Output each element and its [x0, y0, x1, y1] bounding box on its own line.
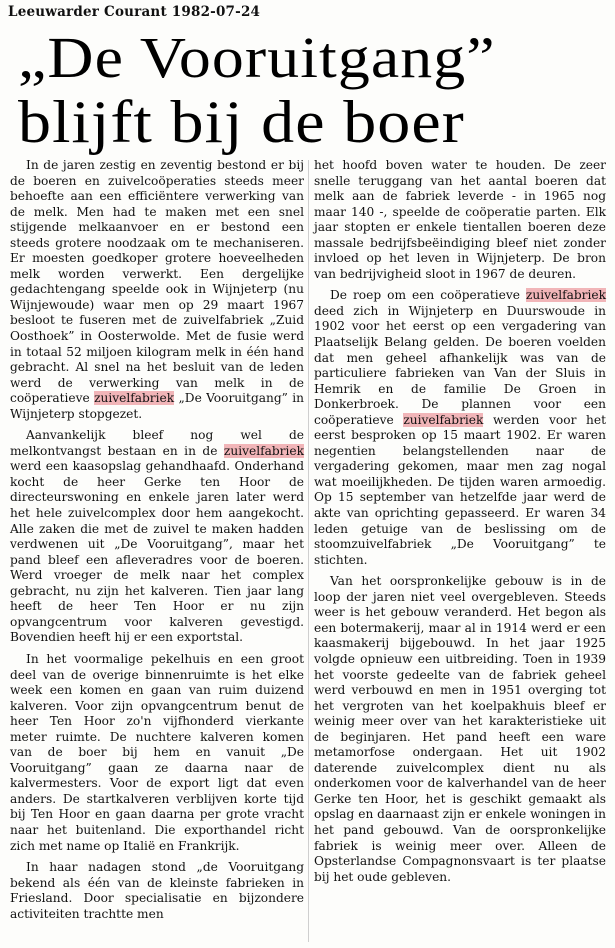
paragraph: De roep om een coöperatieve zuivelfabriek deed zich in Wijnjeterp en Duurswoude in 1902 voor het eerst op een vergadering van Plaatselijk Belang gelden. De boeren voelden dat men geheel afhankelijk was van de particuliere fabrieken van Van der Sluis in Hemrik en de familie De Groen in Donkerbroek. De plannen voor een coöperatieve zuivelfabriek werden voor het eerst besproken op 15 maart 1902. Er waren negentien belangstellenden naar de vergadering gekomen, maar men zag nogal wat moeilijkheden. De tijden waren armoedig. Op 15 september van hetzelfde jaar werd de akte van oprichting gepasseerd. Er waren 34 leden getuige van de beslissing om de stoomzuivelfabriek „De Vooruitgang” te stichten.: [314, 288, 606, 567]
column-divider: [308, 160, 309, 942]
paragraph: In het voormalige pekelhuis en een groot deel van de overige binnenruimte is het elke week een komen en gaan van ruim duizend kalveren. Voor zijn opvangcentrum benut de heer Ten Hoor zo'n vijfhonderd vierkante meter ruimte. De nuchtere kalveren komen van de boer bij hem en vanuit „De Vooruitgang” gaan ze daarna naar de kalvermesters. Voor de export ligt dat even anders. De startkalveren verblijven korte tijd bij Ten Hoor en gaan daarna per grote vracht naar het buitenland. Die exporthandel richt zich met name op Italië en Frankrijk.: [10, 651, 304, 853]
paragraph: Van het oorspronkelijke gebouw is in de loop der jaren niet veel overgebleven. Steeds weer is het gebouw veranderd. Het begon als een botermakerij, maar al in 1914 werd er een kaasmakerij bijgebouwd. In het jaar 1925 volgde opnieuw een uitbreiding. Toen in 1939 het voorste gedeelte van de fabriek geheel werd verbouwd en men in 1951 overging tot het vergroten van het koelpakhuis bleef er weinig meer over van het karakteristieke uit de beginjaren. Het pand heeft een ware metamorfose ondergaan. Het uit 1902 daterende zuivelcomplex dient nu als onderkomen voor de kalverhandel van de heer Gerke ten Hoor, het is geschikt gemaakt als opslag en daarnaast zijn er enkele woningen in het pand gebouwd. Van de oorspronkelijke fabriek is weinig meer over. Alleen de Opsterlandse Compagnonsvaart is ter plaatse bij het oude gebleven.: [314, 574, 606, 884]
highlighted-term: zuivelfabriek: [525, 288, 606, 303]
paragraph: In haar nadagen stond „de Vooruitgang bekend als één van de kleinste fabrieken in Friesland. Door specialisatie en bijzondere activiteiten trachtte men: [10, 860, 304, 921]
article-column-right: [314, 158, 606, 891]
paragraph: het hoofd boven water te houden. De zeer snelle teruggang van het aantal boeren dat melk aan de fabriek leverde - in 1965 nog maar 140 -, speelde de coöperatie parten. Elk jaar stopten er enkele tientallen boeren deze massale bedrijfsbeëindiging bleef niet zonder invloed op het leven in Wijnjeterp. De bron van bedrijvigheid sloot in 1967 de deuren.: [314, 158, 606, 281]
paragraph: Aanvankelijk bleef nog wel de melkontvangst bestaan en in de zuivelfabriek werd een kaasopslag gehandhaafd. Onderhand kocht de heer Gerke ten Hoor de directeurswoning en enkele jaren later werd het hele zuivelcomplex door hem aangekocht. Alle zaken die met de zuivel te maken hadden verdwenen uit „De Vooruitgang”, maar het pand bleef een afleveradres voor de boeren. Werd vroeger de melk naar het complex gebracht, nu zijn het kalveren. Tien jaar lang heeft de heer Ten Hoor er nu zijn opvangcentrum voor kalveren gevestigd. Bovendien heeft hij er een exportstal.: [10, 428, 304, 645]
highlighted-term: zuivelfabriek: [94, 391, 175, 406]
highlighted-term: zuivelfabriek: [403, 412, 484, 427]
article-column-left: [10, 158, 304, 928]
paragraph: In de jaren zestig en zeventig bestond er bij de boeren en zuivelcoöperaties steeds meer behoefte aan een efficiëntere verwerking van de melk. Men had te maken met een snel stijgende melkaanvoer en er bestond een steeds grotere noodzaak om te mechaniseren. Er moesten goedkoper grotere hoeveelheden melk worden verwerkt. Een dergelijke gedachtengang speelde ook in Wijnjeterp (nu Wijnjewoude) waar men op 29 maart 1967 besloot te fuseren met de zuivelfabriek „Zuid Oosthoek” in Oosterwolde. Met de fusie werd in totaal 52 miljoen kilogram melk in één hand gebracht. Al snel na het besluit van de leden werd de verwerking van melk in de coöperatieve zuivelfabriek „De Vooruitgang” in Wijnjeterp stopgezet.: [10, 158, 304, 421]
highlighted-term: zuivelfabriek: [223, 443, 304, 458]
headline-line-1: „De Vooruitgang”: [18, 25, 496, 90]
headline-line-2: blijft bij de boer: [18, 89, 465, 155]
newspaper-source: Leeuwarder Courant 1982-07-24: [8, 4, 261, 20]
